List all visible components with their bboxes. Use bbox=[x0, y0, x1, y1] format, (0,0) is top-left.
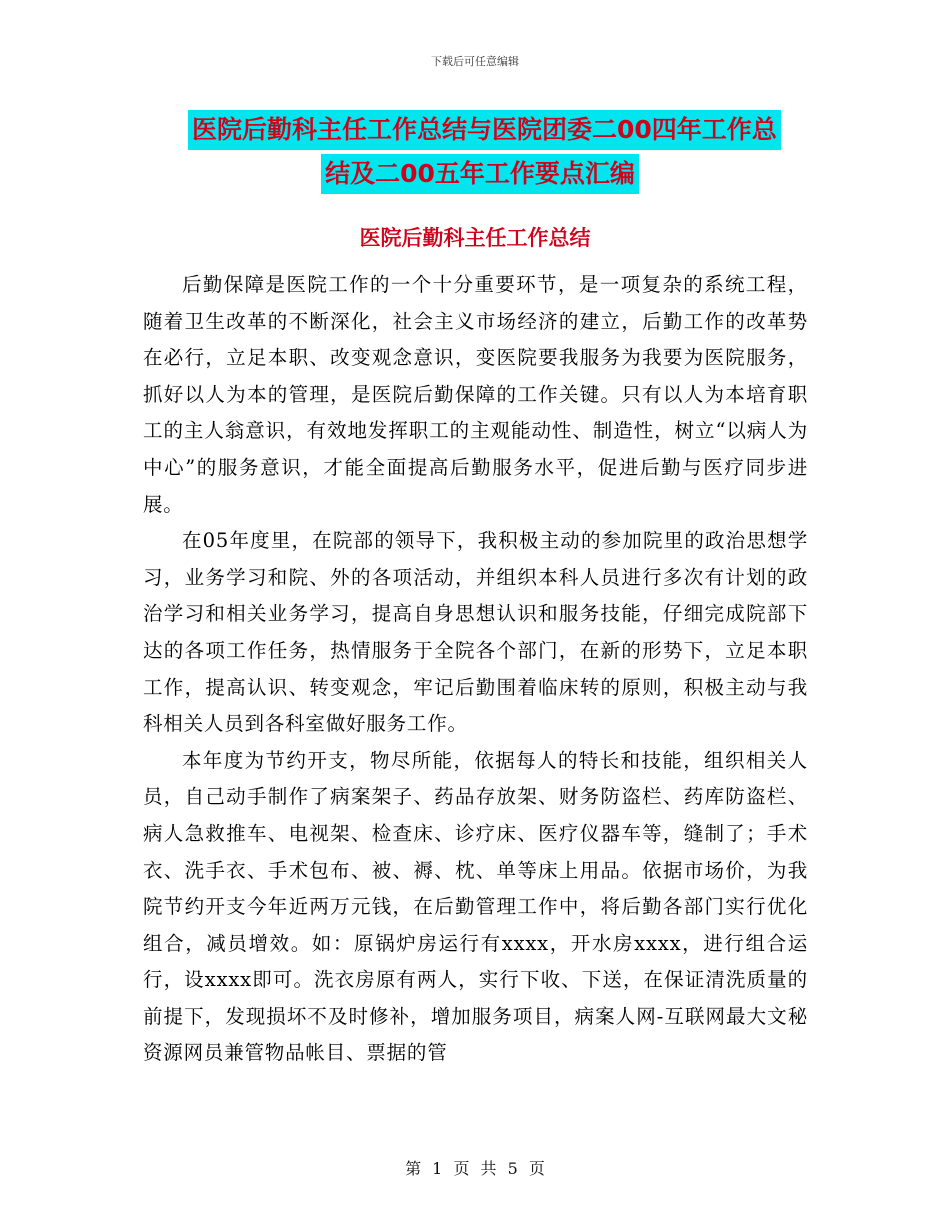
title-line-1: 医院后勤科主任工作总结与医院团委二00四年工作总 bbox=[188, 110, 781, 150]
document-title bbox=[140, 110, 820, 198]
document-body bbox=[143, 267, 808, 1072]
section-subtitle: 医院后勤科主任工作总结 bbox=[359, 226, 591, 250]
title-line-2: 结及二00五年工作要点汇编 bbox=[321, 154, 639, 194]
paragraph-2: 在05年度里，在院部的领导下，我积极主动的参加院里的政治思想学习，业务学习和院、外的各项活动，并组织本科人员进行多次有计划的政治学习和相关业务学习，提高自身思想认识和服务技能，仔细完成院部下达的各项工作任务，热情服务于全院各个部门，在新的形势下，立足本职工作，提高认识、转变观念，牢记后勤围着临床转的原则，积极主动与我科相关人员到各科室做好服务工作。 bbox=[143, 529, 808, 736]
paragraph-3: 本年度为节约开支，物尽所能，依据每人的特长和技能，组织相关人员，自己动手制作了病案架子、药品存放架、财务防盗栏、药库防盗栏、病人急救推车、电视架、检查床、诊疗床、医疗仪器车等，缝制了；手术衣、洗手衣、手术包布、被、褥、枕、单等床上用品。依据市场价，为我院节约开支今年近两万元钱，在后勤管理工作中，将后勤各部门实行优化组合，减员增效。如：原锅炉房运行有xxxx，开水房xxxx，进行组合运行，设xxxx即可。洗衣房原有两人，实行下收、下送，在保证清洗质量的前提下，发现损坏不及时修补，增加服务项目，病案人网-互联网最大文秘资源网员兼管物品帐目、票据的管 bbox=[143, 748, 808, 1065]
paragraph-1: 后勤保障是医院工作的一个十分重要环节，是一项复杂的系统工程，随着卫生改革的不断深化，社会主义市场经济的建立，后勤工作的改革势在必行，立足本职、改变观念意识，变医院要我服务为我要为医院服务，抓好以人为本的管理，是医院后勤保障的工作关键。只有以人为本培育职工的主人翁意识，有效地发挥职工的主观能动性、制造性，树立“以病人为中心”的服务意识，才能全面提高后勤服务水平，促进后勤与医疗同步进展。 bbox=[143, 273, 808, 516]
header-note: 下载后可任意编辑 bbox=[431, 55, 519, 68]
page-footer: 第 1 页 共 5 页 bbox=[405, 1159, 545, 1178]
